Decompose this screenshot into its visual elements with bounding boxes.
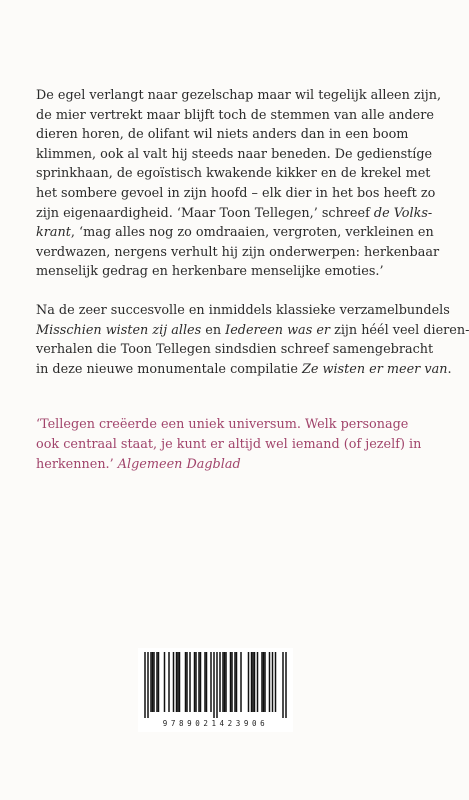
barcode-bar (230, 652, 232, 712)
barcode-bar (195, 652, 197, 712)
barcode-bar (257, 652, 259, 712)
barcode-bar (210, 652, 212, 712)
text-line: ‘Tellegen creëerde een uniek universum. Welk personage (36, 417, 409, 433)
text-line (36, 223, 434, 243)
barcode-bar (252, 652, 254, 712)
back-cover-text (36, 86, 469, 474)
text-line: De egel verlangt naar gezelschap maar wil tegelijk alleen zijn, (36, 88, 442, 103)
barcode-bar (194, 652, 196, 712)
collection-paragraph (36, 301, 469, 379)
text-fragment: herkennen.’ (36, 456, 118, 472)
barcode-bar (236, 652, 238, 712)
barcode-bar (269, 652, 271, 712)
book-title: Misschien wisten zij alles (36, 322, 202, 338)
barcode-bar (173, 652, 175, 712)
text-line (36, 360, 452, 380)
isbn-digits: 9789021423906 (162, 719, 269, 728)
barcode-bar (248, 652, 250, 712)
barcode-bar (200, 652, 202, 712)
barcode-bar (213, 652, 215, 718)
book-title: Ze wisten er meer van (301, 361, 448, 377)
text-fragment: . (447, 361, 452, 377)
newspaper-title: krant (36, 225, 71, 241)
barcode-bar (186, 652, 188, 712)
press-quote (36, 415, 422, 474)
barcode-bar (147, 652, 149, 718)
barcode-bar (176, 652, 178, 712)
barcode-bar (189, 652, 191, 712)
barcode-bar (164, 652, 166, 712)
text-line: sprinkhaan, de egoïstisch kwakende kikker en de krekel met (36, 166, 431, 182)
barcode-bar (231, 652, 233, 712)
barcode-bars (138, 648, 293, 718)
barcode-bar (282, 652, 284, 718)
book-title: Iedereen was er (225, 322, 331, 338)
barcode-bar (179, 652, 181, 712)
barcode-bar (272, 652, 274, 712)
text-fragment: , ‘mag alles nog zo omdraaien, vergroten, verkleinen en (70, 225, 434, 241)
text-line: Na de zeer succesvolle en inmiddels klassieke verzamelbundels (36, 302, 450, 318)
barcode-bar (152, 652, 154, 712)
barcode-bar (177, 652, 179, 712)
text-line: verdwazen, nergens verhult hij zijn onderwerpen: herkenbaar (36, 244, 440, 260)
barcode-bar (153, 652, 155, 712)
barcode-bar (219, 652, 221, 712)
text-line: verhalen die Toon Tellegen sindsdien schreef samengebracht (36, 342, 434, 358)
quote-source: Algemeen Dagblad (117, 456, 241, 472)
barcode-bar (198, 652, 200, 712)
text-fragment: in deze nieuwe monumentale compilatie (36, 361, 302, 377)
text-line (36, 204, 433, 224)
barcode-bar (144, 652, 146, 718)
text-line: menselijk gedrag en herkenbare menselijke emoties.’ (36, 264, 384, 280)
barcode-bar (222, 652, 224, 712)
text-line: dieren horen, de olifant wil niets anders dan in een boom (36, 127, 409, 143)
newspaper-title: de Volks- (373, 205, 433, 221)
text-line: klimmen, ook al valt hij steeds naar beneden. De gedienstíge (36, 146, 433, 162)
text-line: het sombere gevoel in zijn hoofd – elk dier in het bos heeft zo (36, 185, 436, 201)
barcode-bar (240, 652, 242, 712)
barcode-bar (224, 652, 226, 712)
barcode-bar (168, 652, 170, 712)
barcode-bar (261, 652, 263, 712)
barcode-bar (206, 652, 208, 712)
barcode-bar (275, 652, 277, 712)
barcode-bar (158, 652, 160, 712)
text-fragment: en (201, 322, 226, 338)
barcode-bar (204, 652, 206, 712)
barcode-bar (264, 652, 266, 712)
text-line (36, 321, 469, 341)
barcode-bar (185, 652, 187, 712)
text-fragment: zijn eigenaardigheid. ‘Maar Toon Tellegen,’ schreef (36, 205, 374, 221)
text-line: ook centraal staat, je kunt er altijd wel iemand (of jezelf) in (36, 436, 422, 452)
barcode-bar (225, 652, 227, 712)
barcode-bar (254, 652, 256, 712)
barcode-bar (234, 652, 236, 712)
text-line: de mier vertrekt maar blijft toch de stemmen van alle andere (36, 107, 434, 123)
text-line (36, 455, 406, 475)
barcode-bar (156, 652, 158, 712)
synopsis-paragraph (36, 86, 442, 282)
text-fragment: zijn héél veel dieren- (330, 322, 469, 338)
barcode-bar (251, 652, 253, 712)
barcode-bar (150, 652, 152, 712)
isbn-barcode (138, 648, 293, 732)
barcode-bar (216, 652, 218, 718)
barcode-bar (285, 652, 287, 718)
barcode-bar (263, 652, 265, 712)
